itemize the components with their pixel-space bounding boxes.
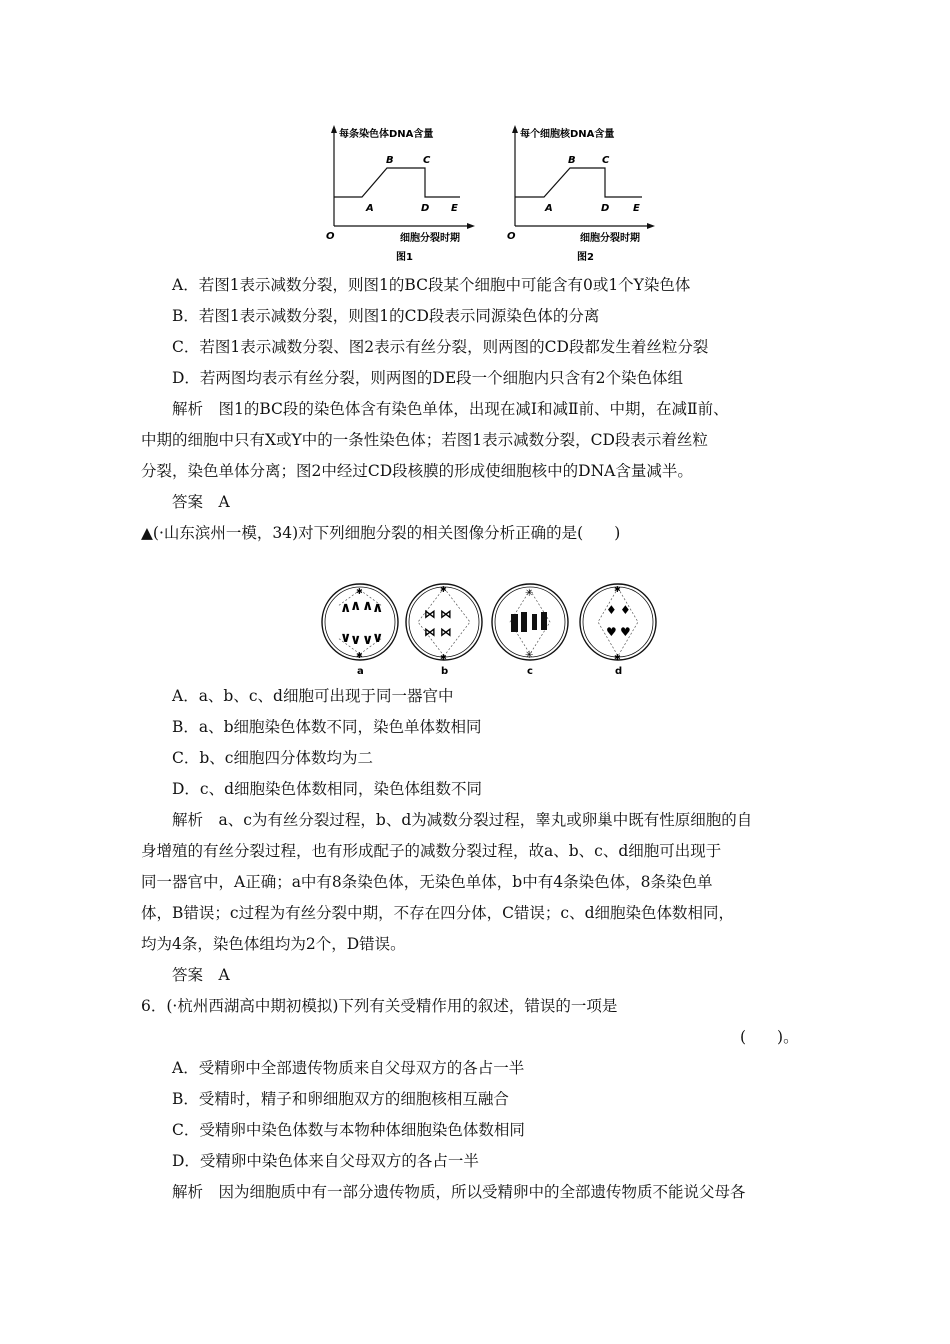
q5-analysis-line-3: 分裂，染色单体分离；图2中经过CD段核膜的形成使细胞核中的DNA含量减半。 (141, 462, 693, 480)
fig1-curve (334, 168, 460, 197)
q-tri-analysis-line-2: 身增殖的有丝分裂过程，也有形成配子的减数分裂过程，故a、b、c、d细胞可出现于 (141, 842, 722, 860)
q6-option-d: D．受精卵中染色体来自父母双方的各占一半 (172, 1152, 479, 1170)
fig2-y-arrow (512, 125, 518, 133)
svg-text:⋈: ⋈ (424, 625, 436, 639)
fig2-curve (515, 168, 642, 197)
fig2-xlabel: 细胞分裂时期 (580, 233, 640, 244)
q5-option-a: A．若图1表示减数分裂，则图1的BC段某个细胞中可能含有0或1个Y染色体 (172, 276, 691, 294)
q6-analysis-line-1: 解析 因为细胞质中有一部分遗传物质，所以受精卵中的全部遗传物质不能说父母各 (172, 1183, 746, 1201)
q-tri-option-c: C．b、c细胞四分体数均为二 (172, 749, 373, 767)
fig2-point-e: E (633, 203, 640, 214)
cell-c (492, 584, 568, 677)
cell-d-label: d (615, 666, 623, 677)
svg-text:∨: ∨ (372, 630, 384, 646)
svg-text:♥: ♥ (606, 625, 617, 639)
fig1-point-c: C (423, 155, 431, 166)
fig1-y-arrow (331, 125, 337, 133)
q6-answer-bracket: ( )。 (740, 1028, 799, 1046)
svg-text:∧: ∧ (350, 598, 362, 614)
q5-option-c: C．若图1表示减数分裂、图2表示有丝分裂，则两图的CD段都发生着丝粒分裂 (172, 338, 709, 356)
fig2-ylabel: 每个细胞核DNA含量 (520, 129, 615, 140)
fig2-caption: 图2 (577, 252, 594, 263)
cell-b (406, 584, 482, 677)
svg-text:♥: ♥ (620, 625, 631, 639)
figure-1 (326, 125, 475, 263)
fig2-point-a: A (545, 203, 553, 214)
q6-stem: 6．(·杭州西湖高中期初模拟)下列有关受精作用的叙述，错误的一项是 (141, 997, 618, 1015)
figure-2 (507, 125, 655, 263)
svg-text:∨: ∨ (340, 630, 352, 646)
q5-analysis-line-2: 中期的细胞中只有X或Y中的一条性染色体；若图1表示减数分裂，CD段表示着丝粒 (141, 431, 708, 449)
q6-option-b: B．受精时，精子和卵细胞双方的细胞核相互融合 (172, 1090, 509, 1108)
q-tri-analysis-line-4: 体，B错误；c过程为有丝分裂中期，不存在四分体，C错误；c、d细胞染色体数相同， (141, 904, 735, 922)
svg-text:✱: ✱ (356, 587, 363, 596)
fig1-x-arrow (467, 223, 475, 229)
svg-text:⋈: ⋈ (440, 625, 452, 639)
fig1-origin: O (326, 231, 335, 242)
svg-text:∨: ∨ (362, 632, 374, 648)
svg-text:♦: ♦ (620, 603, 631, 617)
svg-text:♦: ♦ (606, 603, 617, 617)
q6-option-a: A．受精卵中全部遗传物质来自父母双方的各占一半 (172, 1059, 525, 1077)
svg-text:⋈: ⋈ (424, 607, 436, 621)
q5-option-d: D．若两图均表示有丝分裂，则两图的DE段一个细胞内只含有2个染色体组 (172, 369, 684, 387)
q-tri-stem: ▲(·山东滨州一模，34)对下列细胞分裂的相关图像分析正确的是( ) (141, 524, 621, 542)
q-tri-analysis-line-3: 同一器官中，A正确；a中有8条染色体，无染色单体，b中有4条染色体，8条染色单 (141, 873, 713, 891)
q5-analysis-line-1: 解析 图1的BC段的染色体含有染色单体，出现在减Ⅰ和减Ⅱ前、中期，在减Ⅱ前、 (172, 400, 729, 418)
svg-text:✱: ✱ (440, 653, 447, 662)
fig1-ylabel: 每条染色体DNA含量 (339, 129, 434, 140)
q5-answer: 答案 A (172, 493, 230, 511)
svg-text:∧: ∧ (372, 600, 384, 616)
fig1-point-d: D (421, 203, 430, 214)
q-tri-answer: 答案 A (172, 966, 230, 984)
q5-option-b: B．若图1表示减数分裂，则图1的CD段表示同源染色体的分离 (172, 307, 600, 325)
q-tri-option-a: A．a、b、c、d细胞可出现于同一器官中 (172, 687, 454, 705)
cell-b-label: b (441, 666, 449, 677)
fig2-x-arrow (647, 223, 655, 229)
cell-a-label: a (357, 666, 364, 677)
svg-text:∧: ∧ (362, 598, 374, 614)
q-tri-analysis-line-1: 解析 a、c为有丝分裂过程，b、d为减数分裂过程，睾丸或卵巢中既有性原细胞的自 (172, 811, 753, 829)
svg-text:✳: ✳ (525, 650, 534, 661)
cell-c-label: c (527, 666, 533, 677)
fig1-point-b: B (386, 155, 394, 166)
fig1-point-a: A (366, 203, 374, 214)
svg-text:✱: ✱ (614, 585, 621, 594)
fig1-xlabel: 细胞分裂时期 (400, 233, 460, 244)
svg-text:✳: ✳ (525, 588, 534, 599)
fig2-origin: O (507, 231, 516, 242)
fig2-point-b: B (568, 155, 576, 166)
cell-division-figure (318, 578, 663, 678)
q-tri-option-d: D．c、d细胞染色体数相同，染色体组数不同 (172, 780, 483, 798)
svg-text:✱: ✱ (614, 653, 621, 662)
fig1-point-e: E (451, 203, 458, 214)
q-tri-option-b: B．a、b细胞染色体数不同，染色单体数相同 (172, 718, 482, 736)
fig2-point-c: C (602, 155, 610, 166)
q6-option-c: C．受精卵中染色体数与本物种体细胞染色体数相同 (172, 1121, 525, 1139)
svg-text:✱: ✱ (440, 585, 447, 594)
svg-text:✱: ✱ (356, 651, 363, 660)
fig2-point-d: D (601, 203, 610, 214)
cell-d (580, 584, 656, 677)
svg-text:∨: ∨ (350, 632, 362, 648)
q-tri-analysis-line-5: 均为4条，染色体组均为2个，D错误。 (141, 935, 406, 953)
q5-figures (320, 122, 660, 272)
svg-text:⋈: ⋈ (440, 607, 452, 621)
svg-text:∧: ∧ (340, 600, 352, 616)
fig1-caption: 图1 (396, 252, 413, 263)
cell-a (322, 584, 398, 677)
